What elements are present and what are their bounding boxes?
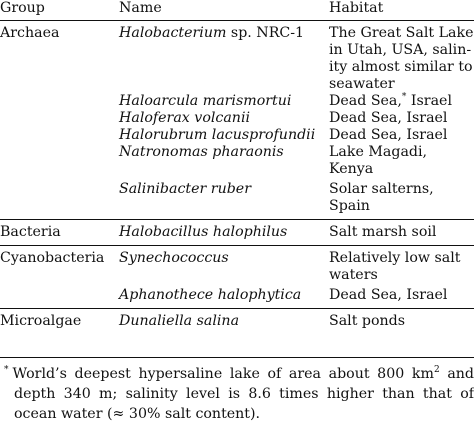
table-row: [0, 284, 474, 309]
species-name: Natronomas pharaonis: [119, 144, 284, 160]
group-cell: [0, 110, 115, 127]
group-cell: [0, 144, 115, 178]
habitat-cell: Dead Sea, Israel: [329, 110, 448, 126]
footnote-marker: *: [4, 365, 9, 375]
species-name: Aphanothece halophytica: [119, 287, 302, 303]
name-cell: [115, 110, 325, 127]
habitat-suffix: Israel: [406, 93, 452, 109]
habitat-text: Dead Sea,: [329, 93, 402, 109]
habitat-cell: [325, 93, 474, 110]
group-cell: Cyanobacteria: [0, 250, 105, 266]
name-cell: [115, 21, 325, 94]
table-row: [0, 246, 474, 285]
group-cell: Microalgae: [0, 313, 82, 329]
species-name: Haloferax volcanii: [119, 110, 251, 126]
name-cell: [115, 144, 325, 178]
group-cell: Bacteria: [0, 220, 115, 246]
name-cell: [115, 246, 325, 285]
table-footnote: [0, 357, 474, 424]
name-cell: [115, 220, 325, 246]
name-cell: [115, 309, 325, 331]
habitat-cell: Dead Sea, Israel: [329, 127, 448, 143]
group-cell: Archaea: [0, 25, 60, 41]
header-habitat: Habitat: [325, 0, 474, 21]
species-name: Dunaliella salina: [119, 313, 240, 329]
species-name: Halobacterium: [119, 25, 227, 41]
footnote-marker: *: [401, 92, 407, 102]
table-row: [0, 309, 474, 331]
species-name: Haloarcula marismortui: [119, 93, 292, 109]
name-cell: [115, 284, 325, 309]
table-row: [0, 110, 474, 127]
table-row: [0, 178, 474, 220]
table-row: [0, 93, 474, 110]
habitat-cell: The Great Salt Lake in Utah, USA, salin-ity almost similar to seawater: [329, 25, 474, 92]
group-cell: [0, 178, 115, 220]
footnote-superscript: 2: [433, 365, 440, 375]
header-group: Group: [0, 0, 115, 21]
header-name: Name: [115, 0, 325, 21]
table-row: [0, 220, 474, 246]
name-cell: [115, 127, 325, 144]
group-cell: [0, 127, 115, 144]
species-suffix: sp. NRC-1: [226, 25, 305, 41]
table-row: [0, 127, 474, 144]
habitat-cell: Dead Sea, Israel: [325, 284, 474, 309]
habitat-cell: Salt marsh soil: [325, 220, 474, 246]
habitat-cell: Salt ponds: [329, 313, 406, 329]
group-cell: [0, 93, 115, 110]
habitat-cell: Lake Magadi, Kenya: [329, 144, 428, 177]
habitat-cell: Relatively low salt waters: [329, 250, 461, 283]
species-name: Salinibacter ruber: [119, 181, 251, 197]
table-row: [0, 21, 474, 94]
table-header-row: [0, 0, 474, 21]
species-name: Synechococcus: [119, 250, 229, 266]
species-name: Halorubrum lacusprofundii: [119, 127, 316, 143]
group-cell: [0, 284, 115, 309]
name-cell: [115, 93, 325, 110]
habitat-cell: Solar salterns, Spain: [325, 178, 474, 220]
table-row: [0, 144, 474, 178]
footnote-text-b: and depth 340 m; salinity level is 8.6 times higher than that of ocean water (≈ 30% salt content).: [14, 366, 474, 422]
name-cell: [115, 178, 325, 220]
footnote-text-a: World’s deepest hypersaline lake of area about 800 km: [12, 366, 434, 382]
species-name: Halobacillus halophilus: [119, 224, 288, 240]
